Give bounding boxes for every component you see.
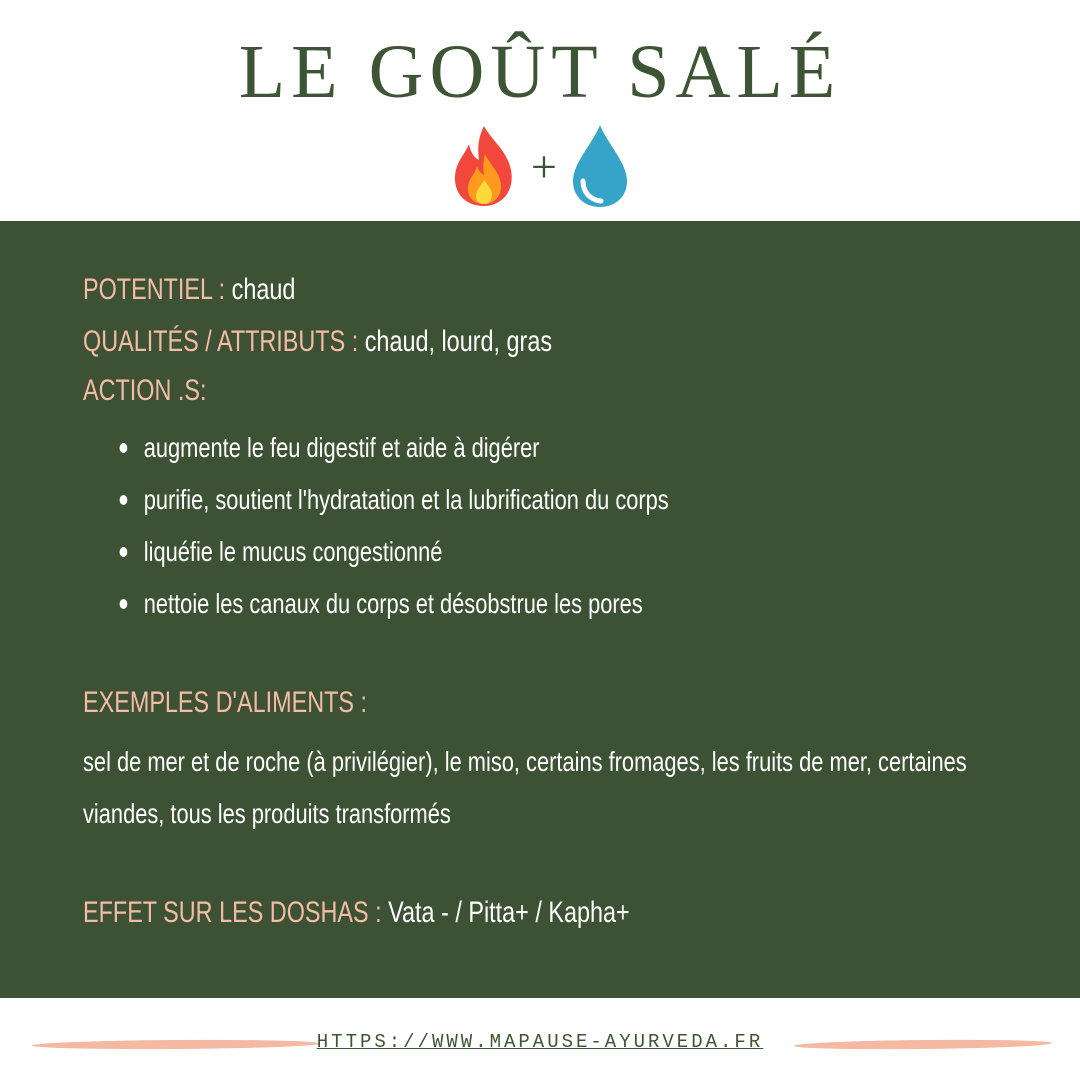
water-drop-icon	[571, 123, 629, 209]
doshas-label: EFFET SUR LES DOSHAS :	[83, 896, 382, 929]
doshas-row	[83, 893, 630, 933]
doshas-value: Vata - / Pitta+ / Kapha+	[388, 896, 630, 929]
qualites-row	[83, 322, 552, 362]
website-link[interactable]: HTTPS://WWW.MAPAUSE-AYURVEDA.FR	[316, 1031, 764, 1053]
action-heading	[83, 371, 207, 411]
examples-text	[83, 736, 1013, 840]
list-item: nettoie les canaux du corps et désobstrue les pores	[118, 584, 669, 636]
potentiel-value: chaud	[231, 273, 296, 306]
page-title: LE GOÛT SALÉ	[238, 30, 842, 114]
plus-separator: +	[531, 140, 557, 192]
list-item: liquéfie le mucus congestionné	[118, 532, 669, 584]
action-list	[118, 428, 669, 636]
list-item: purifie, soutient l'hydratation et la lubrification du corps	[118, 480, 669, 532]
examples-text-content: sel de mer et de roche (à privilégier), le miso, certains fromages, les fruits de mer, certaines viandes, tous les produits transformés	[83, 746, 967, 829]
action-label: ACTION .S:	[83, 374, 207, 407]
element-icons	[0, 118, 1080, 214]
qualites-value: chaud, lourd, gras	[364, 325, 553, 358]
examples-heading	[83, 683, 367, 723]
qualites-label: QUALITÉS / ATTRIBUTS :	[83, 325, 359, 358]
potentiel-row	[83, 270, 295, 310]
examples-label: EXEMPLES D'ALIMENTS :	[83, 686, 368, 719]
potentiel-label: POTENTIEL :	[83, 273, 226, 306]
fire-icon	[451, 124, 517, 208]
list-item: augmente le feu digestif et aide à digérer	[118, 428, 669, 480]
